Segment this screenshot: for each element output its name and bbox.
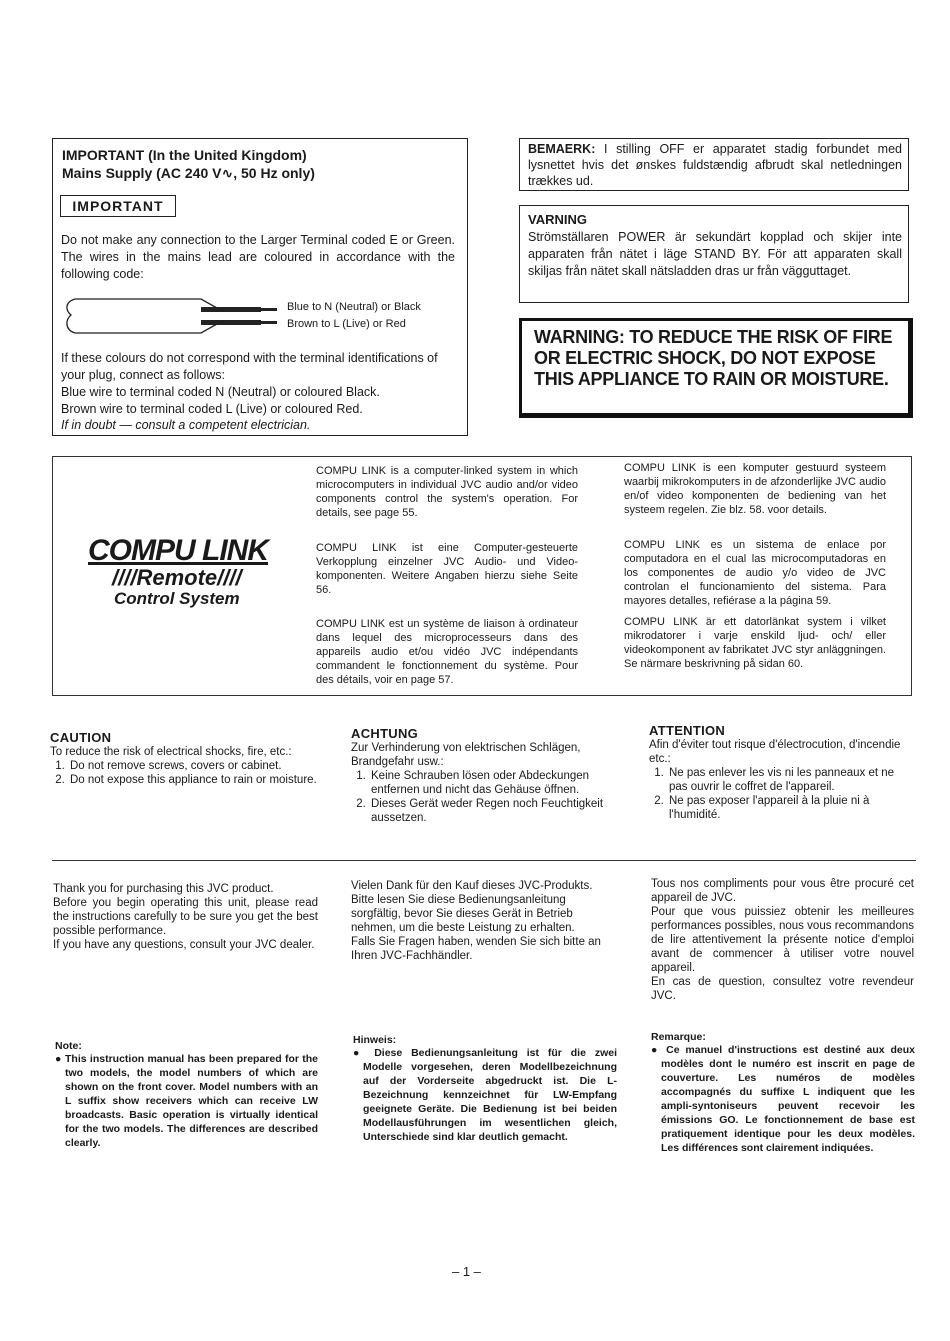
uk-connection-text: Do not make any connection to the Larger Terminal coded E or Green. The wires in the mains lead are coloured in accordance with the following code:	[61, 233, 455, 281]
caution-fr-title: ATTENTION	[649, 723, 726, 738]
note-en	[55, 1040, 318, 1150]
thanks-de-line3: Falls Sie Fragen haben, wenden Sie sich bitte an Ihren JVC-Fachhändler.	[351, 936, 601, 962]
list-item: 2. Ne pas exposer l'appareil à la pluie ni à l'humidité.	[667, 794, 915, 822]
uk-plug-instructions	[61, 350, 461, 418]
caution-de	[351, 726, 621, 825]
caution-en-intro: To reduce the risk of electrical shocks, fire, etc.:	[50, 746, 292, 758]
uk-title-line1: IMPORTANT (In the United Kingdom)	[62, 147, 307, 163]
note-en-body: ● This instruction manual has been prepared for the two models, the model numbers of which are shown on the front cover. Model numbers with an L suffix show receivers which can receive LW broadcasts. Basic operation is virtually identical for the two models. The differences are described clearly.	[55, 1053, 318, 1149]
note-en-title: Note:	[55, 1040, 82, 1052]
note-fr-title: Remarque:	[651, 1031, 706, 1043]
compu-link-logo	[88, 536, 288, 608]
caution-de-list	[351, 769, 621, 825]
danish-notice-text	[528, 141, 902, 189]
list-item: 2. Do not expose this appliance to rain or moisture.	[68, 773, 320, 787]
swedish-warning-title: VARNING	[528, 212, 587, 227]
note-fr	[651, 1031, 915, 1155]
thanks-fr-line3: En cas de question, consultez votre revendeur JVC.	[651, 976, 914, 1002]
caution-de-intro: Zur Verhinderung von elektrischen Schlägen, Brandgefahr usw.:	[351, 742, 581, 768]
thanks-en-line1: Thank you for purchasing this JVC product.	[53, 883, 274, 895]
compu-link-logo-title: COMPU LINK	[88, 534, 268, 567]
thanks-de-line1: Vielen Dank für den Kauf dieses JVC-Produkts.	[351, 880, 593, 892]
compu-link-logo-control: Control System	[114, 589, 240, 608]
compu-link-text-es: COMPU LINK es un sistema de enlace por computadora en el cual las microcomputadoras en los componentes de audio y/o video de JVC controlan el funcionamiento del sistema. Para mayores detalles, refiérase a la página 59.	[624, 539, 886, 607]
compu-link-text-fr: COMPU LINK est un système de liaison à ordinateur dans lequel des microprocesseurs dans des appareils audio et/ou vidéo JVC indépendants commandent le fonctionnement du système. Pour des détails, voir en page 57.	[316, 618, 578, 686]
uk-plug-line2: Blue wire to terminal coded N (Neutral) or coloured Black.	[61, 385, 380, 399]
uk-mains-title	[62, 146, 462, 182]
uk-plug-line3: Brown wire to terminal coded L (Live) or coloured Red.	[61, 402, 363, 416]
section-divider	[52, 860, 916, 861]
danish-notice-body: I stilling OFF er apparatet stadig forbundet med lysnettet hvis det ønskes fuldstændig afbrudt skal netledningen trækkes ud.	[528, 142, 902, 188]
thanks-fr	[651, 877, 914, 1003]
list-item: 1. Do not remove screws, covers or cabinet.	[68, 759, 320, 773]
thanks-fr-line2: Pour que vous puissiez obtenir les meilleures performances possibles, nous vous recommandons de lire attentivement la présente notice d'emploi avant de commencer à utiliser votre nouvel appareil.	[651, 906, 914, 974]
list-item: 1. Ne pas enlever les vis ni les panneaux et ne pas ouvrir le coffret de l'appareil.	[667, 766, 915, 794]
thanks-de	[351, 879, 617, 963]
important-badge: IMPORTANT	[60, 195, 176, 217]
compu-link-text-nl: COMPU LINK is een komputer gestuurd systeem waarbij mikrokomputers in de afzonderlijke JVC audio en/of video komponenten de bediening van het systeem regelen. Zie blz. 58. voor details.	[624, 462, 886, 516]
note-de-title: Hinweis:	[353, 1034, 397, 1046]
thanks-de-line2: Bitte lesen Sie diese Bedienungsanleitung sorgfältig, bevor Sie dieses Gerät in Betrieb nehmen, um die beste Leistung zu erhalten.	[351, 894, 575, 934]
thanks-en	[53, 882, 318, 952]
note-fr-body: ● Ce manuel d'instructions est destiné aux deux modèles dont le numéro est inscrit en page de couverture. Les numéros de modèles accompagnés du suffixe L indiquent que les ampli-syntoniseurs peuvent recevoir les émissions GO. Le fonctionnement de base est pratiquement identique pour les deux modèles. Les différences sont clairement indiquées.	[651, 1044, 915, 1154]
thanks-en-line3: If you have any questions, consult your JVC dealer.	[53, 939, 315, 951]
mains-cable-icon	[61, 296, 291, 336]
caution-en-list	[50, 759, 320, 787]
caution-de-title: ACHTUNG	[351, 726, 419, 741]
swedish-warning-text: Strömställaren POWER är sekundärt kopplad och skijer inte apparaten från nätet i läge STAND BY. För att apparaten skall skiljas från nätet skall nätsladden dras ur från vägguttaget.	[528, 230, 902, 278]
caution-en-title: CAUTION	[50, 730, 112, 745]
caution-fr-intro: Afin d'éviter tout risque d'électrocution, d'incendie etc.:	[649, 739, 901, 765]
danish-notice-label: BEMAERK:	[528, 142, 596, 156]
page-number: – 1 –	[452, 1264, 481, 1279]
caution-fr	[649, 723, 915, 822]
uk-doubt-note: If in doubt — consult a competent electrician.	[61, 418, 311, 432]
uk-plug-line1: If these colours do not correspond with the terminal identifications of your plug, connect as follows:	[61, 351, 438, 382]
thanks-en-line2: Before you begin operating this unit, please read the instructions carefully to be sure you get the best possible performance.	[53, 897, 318, 937]
thanks-fr-line1: Tous nos compliments pour vous être procuré cet appareil de JVC.	[651, 878, 914, 904]
list-item: 1. Keine Schrauben lösen oder Abdeckungen entfernen und nicht das Gehäuse öffnen.	[369, 769, 621, 797]
wire-brown-label: Brown to L (Live) or Red	[287, 318, 406, 330]
compu-link-text-sv: COMPU LINK är ett datorlänkat system i vilket mikrodatorer i varje enskild ljud- och/ eller videokomponent av fabrikatet JVC styr anläggningen. Se närmare beskrivning på sidan 60.	[624, 616, 886, 670]
compu-link-text-de: COMPU LINK ist eine Computer-gesteuerte Verkopplung einzelner JVC Audio- und Video-komponenten. Weitere Angaben hierzu siehe Seite 56.	[316, 542, 578, 596]
caution-fr-list	[649, 766, 915, 822]
compu-link-logo-remote: ////Remote////	[112, 565, 242, 590]
uk-title-line2: Mains Supply (AC 240 V∿, 50 Hz only)	[62, 165, 315, 181]
caution-en	[50, 730, 320, 787]
wire-blue-label: Blue to N (Neutral) or Black	[287, 301, 421, 313]
list-item: 2. Dieses Gerät weder Regen noch Feuchtigkeit aussetzen.	[369, 797, 621, 825]
compu-link-text-en: COMPU LINK is a computer-linked system in which microcomputers in individual JVC audio and/or video components control the system's operation. For details, see page 55.	[316, 465, 578, 519]
note-de	[353, 1034, 617, 1144]
rain-moisture-warning-text: WARNING: TO REDUCE THE RISK OF FIRE OR ELECTRIC SHOCK, DO NOT EXPOSE THIS APPLIANCE TO RAIN OR MOISTURE.	[534, 327, 893, 389]
note-de-body: ● Diese Bedienungsanleitung ist für die zwei Modelle vorgesehen, deren Modellbezeichnung auf der Vorderseite abgedruckt ist. Die L-Bezeichnung kennzeichnet für LW-Empfang geeignete Geräte. Die Bedienung ist bei beiden Modellausführungen im wesentlichen gleich, Unterschiede sind klar deutlich gemacht.	[353, 1047, 617, 1143]
